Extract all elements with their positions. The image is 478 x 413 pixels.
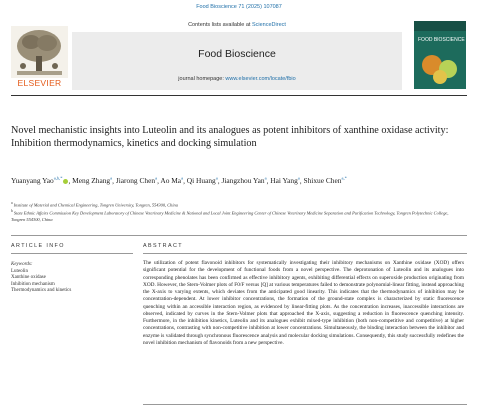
orcid-icon[interactable] (63, 179, 68, 184)
keyword: Thermodynamics and kinetics (11, 287, 72, 293)
keyword: Xanthine oxidase (11, 275, 46, 281)
author[interactable]: Qi Huang$^a$ (186, 176, 218, 186)
keyword: Luteolin (11, 269, 28, 274)
homepage-prefix: journal homepage: (178, 76, 226, 82)
author[interactable]: Jiarong Chen$^a$ (115, 176, 158, 186)
keywords-list (11, 269, 71, 294)
author-list: Yuanyang Yao$^{a,b,*}$ , Meng Zhang$^a$, Jiarong Chen$^a$, Ao Ma$^a$, Qi Huang$^a$, Jiangzhou Yan$^a$, Hai Yang$^a$, Shixue Chen$^{a,*}$ (11, 176, 347, 186)
homepage-line (72, 76, 402, 82)
author[interactable]: Jiangzhou Yan$^a$ (221, 176, 267, 186)
abstract-bottom-rule (143, 404, 467, 405)
header-rule (11, 95, 467, 96)
contents-line (72, 22, 402, 28)
abstract-heading: ABSTRACT (143, 243, 183, 249)
article-info-rule (11, 253, 133, 254)
article-title: Novel mechanistic insights into Luteolin and its analogues as potent inhibitors of xanthine oxidase activity: Inhibition thermodynamics, kinetics and docking simulation (11, 125, 449, 150)
author[interactable]: Shixue Chen$^{a,*}$ (303, 176, 347, 186)
journal-title[interactable]: Food Bioscience (198, 48, 276, 60)
section-rule (11, 235, 467, 236)
journal-cover-image[interactable] (414, 21, 466, 89)
homepage-link[interactable]: www.elsevier.com/locate/fbio (225, 76, 296, 82)
author[interactable]: Hai Yang$^a$ (270, 176, 300, 186)
affiliation: $^a$ Institute of Material and Chemical Engineering, Tongren University, Tongren, 554300, China (11, 201, 178, 208)
abstract-rule (143, 253, 467, 254)
keyword: Inhibition mechanism (11, 281, 55, 287)
journal-citation[interactable]: Food Bioscience 71 (2025) 107087 (196, 4, 282, 10)
sciencedirect-link[interactable]: ScienceDirect (251, 22, 286, 28)
article-info-heading: ARTICLE INFO (11, 243, 65, 249)
author[interactable]: Yuanyang Yao$^{a,b,*}$ (11, 176, 68, 185)
elsevier-tree-icon (11, 26, 68, 78)
cover-title: FOOD BIOSCIENCE (418, 37, 465, 43)
author[interactable]: Ao Ma$^a$ (160, 176, 184, 186)
abstract-text: The utilization of potent flavonoid inhibitors for systematically investigating their inhibitory mechanisms on Xanthine oxidase (XOD) offers significant potential for the development of functional foods from a novel perspective. The deprotonation of Luteolin and its analogues into corresponding phenolates has been confirmed as effective inhibitory agents, exhibiting differential effects on superoxide production originating from XOD. However, the Stern-Volmer plots of F0/F versus [Q] at various temperatures failed to demonstrate polynomial-linear fitting, instead approaching the X-axis to varying extents, which deviates from the anticipated good linearity. This indicates that the thermodynamics of inhibition may be concentration-dependent. At lower inhibitor concentrations, the formation of the ground-state complex is characterized by static fluorescence quenching within an accessible interaction region, as evidenced by linear-fitting plots. As the concentration increases, inaccessible interactions are observed, indicated by curves in the Stern-Volmer plots that approached the X-axis, suggesting a reduction in fluorescence quenching intensity. Furthermore, in the inhibition kinetics, Luteolin and its analogues exhibit mixed-type inhibition (both non-competitive and competitive) at higher concentrations, contrasting with non-competitive inhibition at lower concentrations. Simultaneously, the binding interaction between the inhibitor and enzyme is validated through synchronous fluorescence analysis and molecular docking simulations. Consequently, this study successfully redefines the novel inhibition mechanism of flavonoids from a new perspective. (143, 260, 464, 346)
elsevier-logo[interactable] (11, 26, 68, 90)
publisher-name: ELSEVIER (17, 78, 62, 88)
contents-prefix: Contents lists available at (188, 22, 252, 28)
keywords-label: Keywords: (11, 262, 33, 267)
author[interactable]: Meng Zhang$^a$ (72, 176, 113, 186)
affiliation: $^b$ State Ethnic Affairs Commission Key Development Laboratory of Chinese Veterinary Medicine & National and Local Joint Engineering Center of Chinese Veterinary Medicine Separation and Purification Technology, Tongren Polytechnic College, Tongren 554300, China (11, 209, 449, 222)
